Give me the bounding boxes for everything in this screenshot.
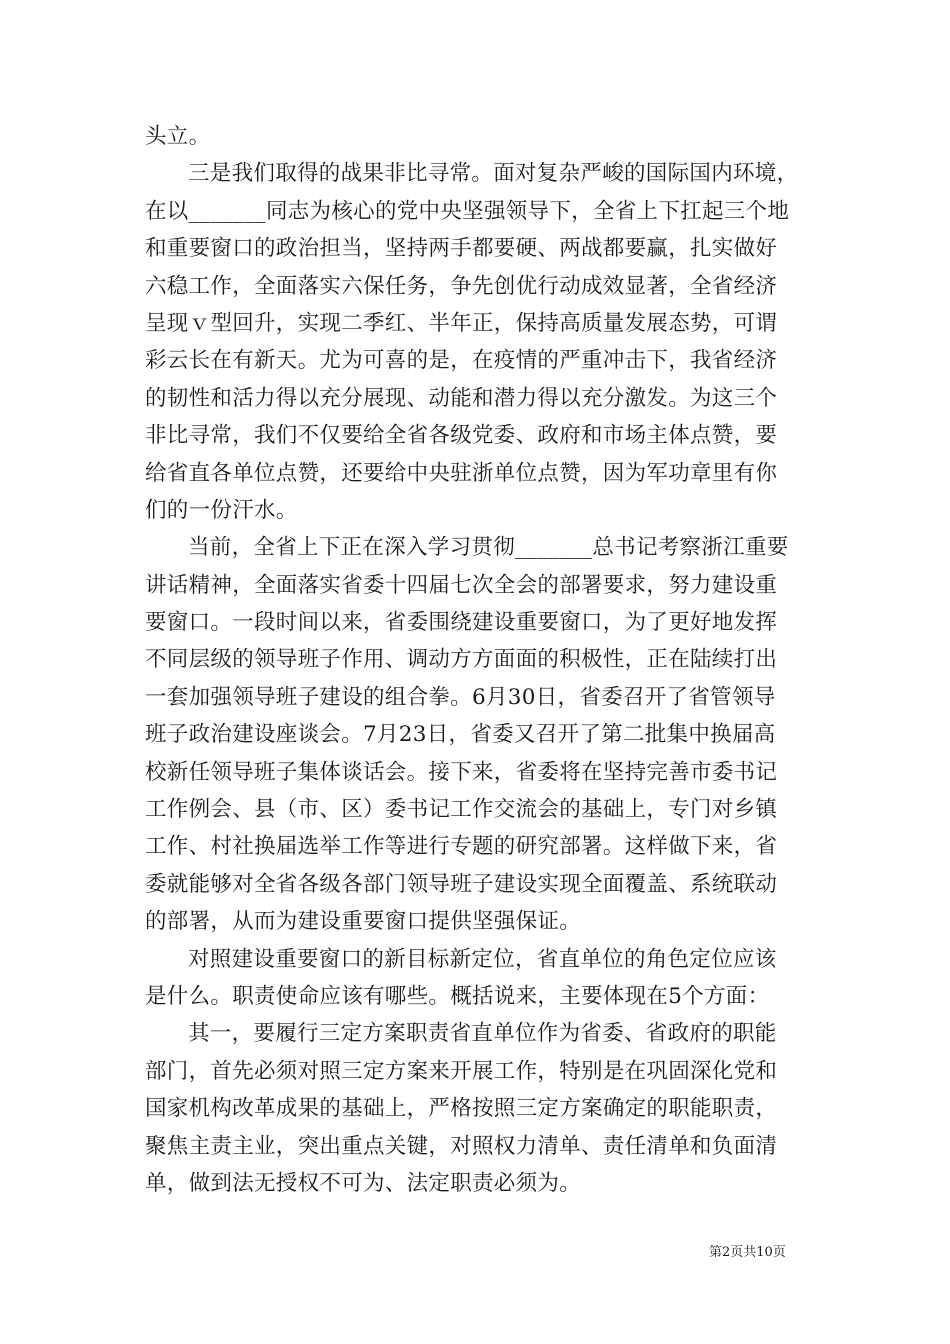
text-line: 不同层级的领导班子作用、调动方方面面的积极性，正在陆续打出 [145,647,778,673]
text-line: 在以_______同志为核心的党中央坚强领导下，全省上下扛起三个地 [145,198,790,224]
text-line: 工作、村社换届选举工作等进行专题的研究部署。这样做下来，省 [145,834,778,860]
text-line: 非比寻常，我们不仅要给全省各级党委、政府和市场主体点赞，要 [145,423,778,449]
text-line: 呈现ｖ型回升，实现二季红、半年正，保持高质量发展态势，可谓 [145,310,778,336]
text-line: 六稳工作，全面落实六保任务，争先创优行动成效显著，全省经济 [145,273,778,299]
text-line: 聚焦主责主业，突出重点关键，对照权力清单、责任清单和负面清 [145,1133,778,1159]
text-line: 彩云长在有新天。尤为可喜的是，在疫情的严重冲击下，我省经济 [145,348,778,374]
text-line: 单，做到法无授权不可为、法定职责必须为。 [145,1170,582,1196]
text-line: 班子政治建设座谈会。7月23日，省委又召开了第二批集中换届高 [145,722,776,748]
text-line: 国家机构改革成果的基础上，严格按照三定方案确定的职能职责， [145,1096,778,1122]
text-line: 校新任领导班子集体谈话会。接下来，省委将在坚持完善市委书记 [145,759,778,785]
body-text [145,118,810,1202]
text-line: 给省直各单位点赞，还要给中央驻浙单位点赞，因为军功章里有你 [145,460,778,486]
paragraph-start-line: 三是我们取得的战果非比寻常。面对复杂严峻的国际国内环境， [188,161,799,187]
text-line: 们的一份汗水。 [145,497,298,523]
text-line: 讲话精神，全面落实省委十四届七次全会的部署要求，努力建设重 [145,572,778,598]
text-line: 的韧性和活力得以充分展现、动能和潜力得以充分激发。为这三个 [145,385,778,411]
text-line: 工作例会、县（市、区）委书记工作交流会的基础上，专门对乡镇 [145,797,778,823]
text-line: 部门，首先必须对照三定方案来开展工作，特别是在巩固深化党和 [145,1058,778,1084]
text-line: 和重要窗口的政治担当，坚持两手都要硬、两战都要赢，扎实做好 [145,236,778,262]
text-line: 头立。 [145,124,211,149]
paragraph-start-line: 对照建设重要窗口的新目标新定位，省直单位的角色定位应该 [188,946,777,972]
paragraph-start-line: 当前，全省上下正在深入学习贯彻_______总书记考察浙江重要 [188,535,789,561]
text-line: 要窗口。一段时间以来，省委围绕建设重要窗口，为了更好地发挥 [145,610,778,636]
page-number-footer: 第2页共10页 [709,1245,786,1260]
text-line: 一套加强领导班子建设的组合拳。6月30日，省委召开了省管领导 [145,684,776,710]
paragraph-start-line: 其一，要履行三定方案职责省直单位作为省委、省政府的职能 [188,1021,777,1047]
text-line: 委就能够对全省各级各部门领导班子建设实现全面覆盖、系统联动 [145,871,778,897]
text-line: 的部署，从而为建设重要窗口提供坚强保证。 [145,909,582,935]
text-line: 是什么。职责使命应该有哪些。概括说来，主要体现在5个方面： [145,983,770,1009]
